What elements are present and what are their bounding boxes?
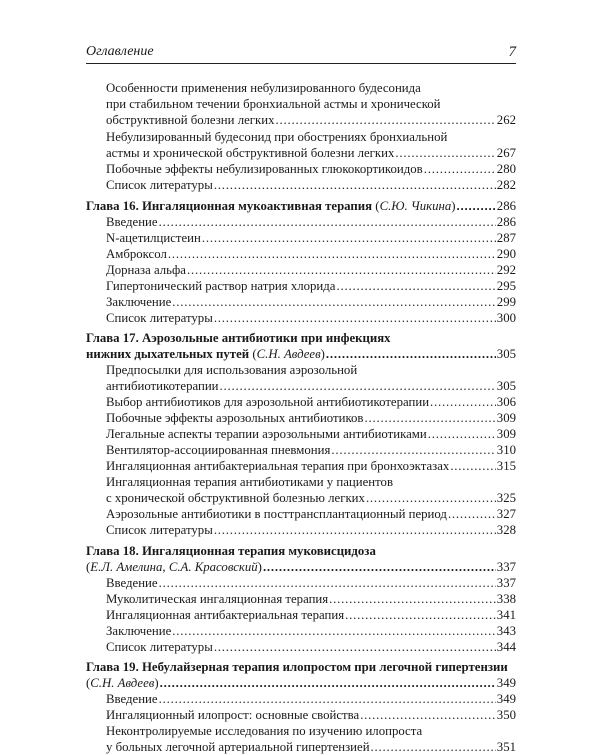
toc-entry-title [106,129,447,145]
toc-page-number: 287 [496,231,516,245]
toc-entry-text: у больных легочной артериальной гипертензией [106,740,370,754]
toc-entry-text: N-ацетилцистеин [106,231,201,245]
toc-entry-line [106,426,516,442]
toc-leader-dots [395,145,495,161]
toc-entry-text: Гипертонический раствор натрия хлорида [106,279,336,293]
toc-leader-dots [424,161,496,177]
toc-chapter-line [86,559,516,575]
toc-leader-dots [366,490,496,506]
toc-chapter-author: Е.Л. Амелина, С.А. Красовский [90,560,258,574]
toc-entry-title [106,262,186,278]
toc-page-number: 343 [496,624,516,638]
toc-entry-line [106,294,516,310]
toc-page-number: 280 [496,162,516,176]
toc-page-number: 349 [496,692,516,706]
toc-entry-line [106,262,516,278]
toc-entry-title [106,80,421,96]
toc-page-number: 337 [496,576,516,590]
toc-entry-text: Дорназа альфа [106,263,186,277]
toc-entry-text: Введение [106,692,158,706]
toc-chapter-line [86,659,516,675]
toc-entry-line [106,442,516,458]
toc-page-number: 337 [496,560,516,574]
header-rule [86,63,516,64]
toc-entry-line [106,129,516,145]
toc-entry-line [106,591,516,607]
toc-entry-text: Выбор антибиотиков для аэрозольной антибиотикотерапии [106,395,430,409]
toc-leader-dots [329,591,496,607]
toc-entry-title: (С.Н. Авдеев) [86,676,159,690]
toc-leader-dots [214,639,496,655]
toc-entry-text: Муколитическая ингаляционная терапия [106,592,329,606]
toc-page-number: 325 [496,491,516,505]
toc-entry-title [86,543,376,559]
toc-page-number: 309 [496,411,516,425]
toc-entry-text: Побочные эффекты аэрозольных антибиотиков [106,411,364,425]
toc-entry-text: Ингаляционный илопрост: основные свойства [106,708,360,722]
header-page-number: 7 [508,44,516,60]
toc-entry-title [106,294,171,310]
toc-entry-text: Ингаляционная антибактериальная терапия при бронхоэктазах [106,459,450,473]
toc-page-number: 262 [496,113,516,127]
toc-page-number: 349 [496,676,516,690]
toc-leader-dots [336,278,495,294]
toc-entry-text: Глава 19. Небулайзерная терапия илопростом при легочной гипертензии [86,660,508,674]
toc-leader-dots [159,691,496,707]
toc-entry-text: Ингаляционная терапия антибиотиками у пациентов [106,475,393,489]
toc-entry-line [106,310,516,326]
toc-chapter-author: С.Н. Авдеев [256,347,321,361]
header-title: Оглавление [86,44,154,59]
toc-entry-text: Список литературы [106,523,213,537]
running-header [86,44,516,64]
toc-leader-dots [160,675,496,691]
toc-entry-text: Предпосылки для использования аэрозольной [106,363,358,377]
toc-leader-dots [448,506,496,522]
toc-entry-title: Глава 16. Ингаляционная мукоактивная терапия (С.Ю. Чикина) [86,199,456,213]
toc-entry-title [106,458,449,474]
toc-leader-dots [364,410,495,426]
toc-entry-title [106,161,423,177]
toc-entry-text: Глава 16. Ингаляционная мукоактивная терапия [86,199,373,213]
toc-leader-dots [159,214,496,230]
toc-entry-line [106,214,516,230]
toc-page-number: 267 [496,146,516,160]
toc-entry-title [106,410,363,426]
toc-entry-text: астмы и хронической обструктивной болезни легких [106,146,395,160]
toc-entry-title [106,442,330,458]
toc-page-number: 344 [496,640,516,654]
toc-entry-line [106,378,516,394]
toc-leader-dots [202,230,496,246]
toc-entry-line [106,80,516,96]
toc-entry-title [106,96,441,112]
toc-page-number: 306 [496,395,516,409]
toc-entry-text: Заключение [106,295,172,309]
toc-entry-title [106,278,335,294]
toc-page-number: 286 [496,199,516,213]
toc-entry-line [106,639,516,655]
toc-entry-title: нижних дыхательных путей (С.Н. Авдеев) [86,347,325,361]
toc-leader-dots [168,246,496,262]
toc-leader-dots [220,378,496,394]
toc-entry-text: Ингаляционная антибактериальная терапия [106,608,345,622]
toc-page-number: 328 [496,523,516,537]
toc-entry-title [106,522,213,538]
toc-entry-title [106,214,158,230]
toc-entry-text: с хронической обструктивной болезнью легких [106,491,365,505]
toc-entry-text: нижних дыхательных путей [86,347,250,361]
toc-page-number: 305 [496,379,516,393]
toc-leader-dots [457,198,496,214]
toc-entry-text: при стабильном течении бронхиальной астмы и хронической [106,97,441,111]
toc-leader-dots [428,426,496,442]
toc-entry-text: Заключение [106,624,172,638]
toc-leader-dots [172,294,496,310]
toc-entry-line [106,490,516,506]
toc-entry-text: Глава 18. Ингаляционная терапия муковисцидоза [86,544,376,558]
toc-chapter-line [86,543,516,559]
toc-page-number: 309 [496,427,516,441]
toc-chapter-author: С.Ю. Чикина [379,199,452,213]
toc-entry-title [106,739,370,755]
toc-entry-title [106,691,158,707]
toc-entry-title [86,659,508,675]
toc-entry-title [106,394,429,410]
toc-page-number: 290 [496,247,516,261]
toc-leader-dots [263,559,496,575]
toc-page-number: 295 [496,279,516,293]
toc-entry-title [106,607,344,623]
toc-page-number: 338 [496,592,516,606]
toc-entry-text: Особенности применения небулизированного будесонида [106,81,421,95]
toc-entry-line [106,739,516,755]
toc-leader-dots [326,346,496,362]
toc-entry-text: Список литературы [106,311,213,325]
toc-entry-title [106,145,394,161]
toc-page-number: 351 [496,740,516,754]
toc-entry-title [106,575,158,591]
toc-chapter-line [86,346,516,362]
toc-entry-title [106,246,167,262]
toc-page-number: 315 [496,459,516,473]
toc-entry-line [106,723,516,739]
toc-entry-text: Введение [106,576,158,590]
toc-entry-title: (Е.Л. Амелина, С.А. Красовский) [86,560,262,574]
toc-page-number: 300 [496,311,516,325]
toc-leader-dots [430,394,496,410]
toc-entry-line [106,691,516,707]
toc-entry-line [106,474,516,490]
toc-entry-line [106,607,516,623]
toc-page-number: 327 [496,507,516,521]
toc-chapter-line [86,675,516,691]
toc-page-number: 292 [496,263,516,277]
toc-page-number: 350 [496,708,516,722]
toc-entry-title [106,591,328,607]
toc-chapter-line [86,330,516,346]
toc-entry-text: антибиотикотерапии [106,379,219,393]
toc-entry-text: Небулизированный будесонид при обострениях бронхиальной [106,130,448,144]
toc-leader-dots [275,112,495,128]
toc-entry-text: Введение [106,215,158,229]
toc-entry-line [106,161,516,177]
toc-entry-line [106,410,516,426]
toc-leader-dots [159,575,496,591]
toc-entry-line [106,278,516,294]
toc-leader-dots [214,310,496,326]
toc-entry-line [106,246,516,262]
toc-entry-title [106,310,213,326]
toc-entry-title [106,623,171,639]
toc-chapter-author: С.Н. Авдеев [90,676,155,690]
toc-entry-line [106,394,516,410]
toc-entry-line [106,177,516,193]
toc-page-number: 305 [496,347,516,361]
toc-entry-title [86,330,391,346]
toc-entry-title [106,474,393,490]
toc-leader-dots [371,739,496,755]
toc-entry-text: Список литературы [106,178,213,192]
toc-entry-line [106,707,516,723]
toc-entry-title [106,177,213,193]
toc-entry-text: Аэрозольные антибиотики в посттрансплантационный период [106,507,447,521]
toc-entry-title [106,490,365,506]
toc-entry-line [106,96,516,112]
toc-page-number: 310 [496,443,516,457]
toc-entry-line [106,458,516,474]
toc-leader-dots [345,607,496,623]
toc-entry-line [106,575,516,591]
toc-page-number: 286 [496,215,516,229]
toc-entry-line [106,230,516,246]
toc-entry-line [106,623,516,639]
toc-entry-text: Амброксол [106,247,167,261]
toc-entry-title [106,378,219,394]
toc-leader-dots [331,442,495,458]
toc-leader-dots [214,522,496,538]
toc-leader-dots [450,458,495,474]
toc-entry-text: Глава 17. Аэрозольные антибиотики при инфекциях [86,331,391,345]
toc-entry-title [106,362,357,378]
toc-leader-dots [187,262,496,278]
toc-entry-title [106,426,427,442]
toc-entry-line [106,145,516,161]
toc-entry-title [106,112,274,128]
toc-entry-text: Вентилятор-ассоциированная пневмония [106,443,331,457]
toc-entry-line [106,506,516,522]
toc-entry-title [106,707,359,723]
toc-entry-title [106,230,201,246]
toc-page-number: 282 [496,178,516,192]
toc-entry-title [106,506,447,522]
toc-entry-text: Легальные аспекты терапии аэрозольными антибиотиками [106,427,427,441]
toc-entry-text: Неконтролируемые исследования по изучению илопроста [106,724,423,738]
toc-entry-text: Побочные эффекты небулизированных глюкокортикоидов [106,162,423,176]
toc-leader-dots [172,623,496,639]
toc-entry-line [106,112,516,128]
toc-entry-title [106,639,213,655]
toc-entry-text: Список литературы [106,640,213,654]
toc-entry-title [106,723,422,739]
toc-entry-line [106,362,516,378]
toc-entry-text: обструктивной болезни легких [106,113,275,127]
toc-leader-dots [360,707,496,723]
toc-leader-dots [214,177,496,193]
toc-entry-line [106,522,516,538]
toc-page-number: 341 [496,608,516,622]
toc-chapter-line [86,198,516,214]
toc-page-number: 299 [496,295,516,309]
